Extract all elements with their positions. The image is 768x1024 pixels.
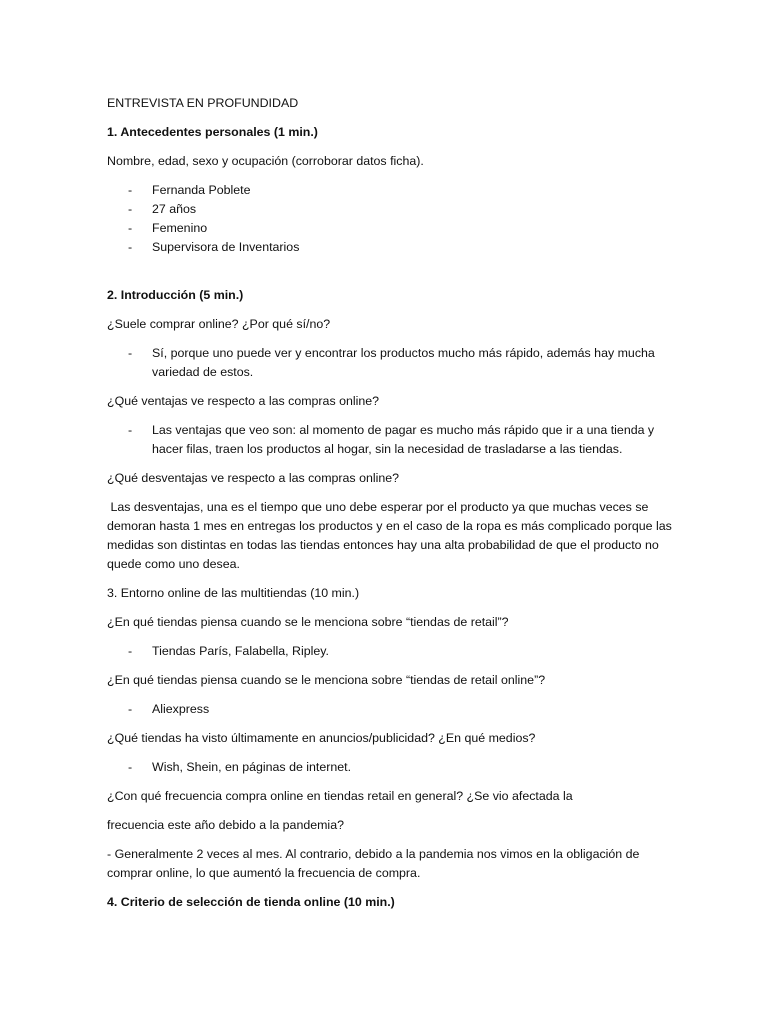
list-item [107, 700, 678, 719]
section-3-answer-1: Tiendas París, Falabella, Ripley. [152, 644, 329, 658]
section-3-answer-3: Wish, Shein, en páginas de internet. [152, 760, 352, 774]
section-2-heading: 2. Introducción (5 min.) [107, 288, 244, 302]
section-4-heading: 4. Criterio de selección de tienda online (10 min.) [107, 895, 395, 909]
document-title: ENTREVISTA EN PROFUNDIDAD [107, 96, 299, 110]
section-3-heading: 3. Entorno online de las multitiendas (10 min.) [107, 586, 360, 600]
section-2-answer-2-list [107, 421, 678, 459]
dash-marker: - [128, 423, 133, 437]
section-3-question-3: ¿Qué tiendas ha visto últimamente en anuncios/publicidad? ¿En qué medios? [107, 731, 536, 745]
answer-age: 27 años [152, 202, 197, 216]
dash-marker: - [128, 221, 133, 235]
section-3-answer-2: Aliexpress [152, 702, 210, 716]
section-1-heading: 1. Antecedentes personales (1 min.) [107, 125, 318, 139]
dash-marker: - [128, 240, 133, 254]
list-item [107, 421, 678, 459]
list-item [107, 642, 678, 661]
section-2-question-1: ¿Suele comprar online? ¿Por qué sí/no? [107, 317, 331, 331]
section-2-answer-2: Las ventajas que veo son: al momento de pagar es mucho más rápido que ir a una tienda y hacer filas, traen los productos al hogar, sin la necesidad de trasladarse a las tiendas. [152, 423, 655, 456]
dash-marker: - [128, 183, 133, 197]
spacer [107, 267, 678, 286]
section-1-answers [107, 181, 678, 257]
section-2-answer-3: Las desventajas, una es el tiempo que uno debe esperar por el producto ya que muchas veces se demoran hasta 1 mes en entregas los productos y en el caso de la ropa es más complicado porque las medidas son distintas en todas las tiendas entonces hay una alta probabilidad de que el producto no quede como uno desea. [107, 500, 676, 571]
list-item [107, 344, 678, 382]
dash-marker: - [128, 702, 133, 716]
list-item [107, 200, 678, 219]
section-2-question-3: ¿Qué desventajas ve respecto a las compras online? [107, 471, 400, 485]
list-item [107, 181, 678, 200]
section-2-question-2: ¿Qué ventajas ve respecto a las compras online? [107, 394, 380, 408]
dash-marker: - [128, 202, 133, 216]
answer-occupation: Supervisora de Inventarios [152, 240, 300, 254]
list-item [107, 758, 678, 777]
list-item [107, 219, 678, 238]
section-3-question-2: ¿En qué tiendas piensa cuando se le menciona sobre “tiendas de retail online”? [107, 673, 546, 687]
section-1-question: Nombre, edad, sexo y ocupación (corroborar datos ficha). [107, 154, 424, 168]
section-3-answer-1-list [107, 642, 678, 661]
list-item [107, 238, 678, 257]
dash-marker: - [128, 346, 133, 360]
section-3-answer-3-list [107, 758, 678, 777]
section-3-question-1: ¿En qué tiendas piensa cuando se le menciona sobre “tiendas de retail”? [107, 615, 509, 629]
section-2-answer-1-list [107, 344, 678, 382]
section-2-answer-1: Sí, porque uno puede ver y encontrar los productos mucho más rápido, además hay mucha variedad de estos. [152, 346, 655, 379]
section-3-question-4-line-2: frecuencia este año debido a la pandemia? [107, 818, 344, 832]
answer-name: Fernanda Poblete [152, 183, 251, 197]
section-3-answer-2-list [107, 700, 678, 719]
dash-marker: - [128, 760, 133, 774]
section-3-question-4-line-1: ¿Con qué frecuencia compra online en tiendas retail en general? ¿Se vio afectada la [107, 789, 573, 803]
dash-marker: - [128, 644, 133, 658]
answer-sex: Femenino [152, 221, 208, 235]
section-3-answer-4: - Generalmente 2 veces al mes. Al contrario, debido a la pandemia nos vimos en la obligación de comprar online, lo que aumentó la frecuencia de compra. [107, 847, 640, 880]
